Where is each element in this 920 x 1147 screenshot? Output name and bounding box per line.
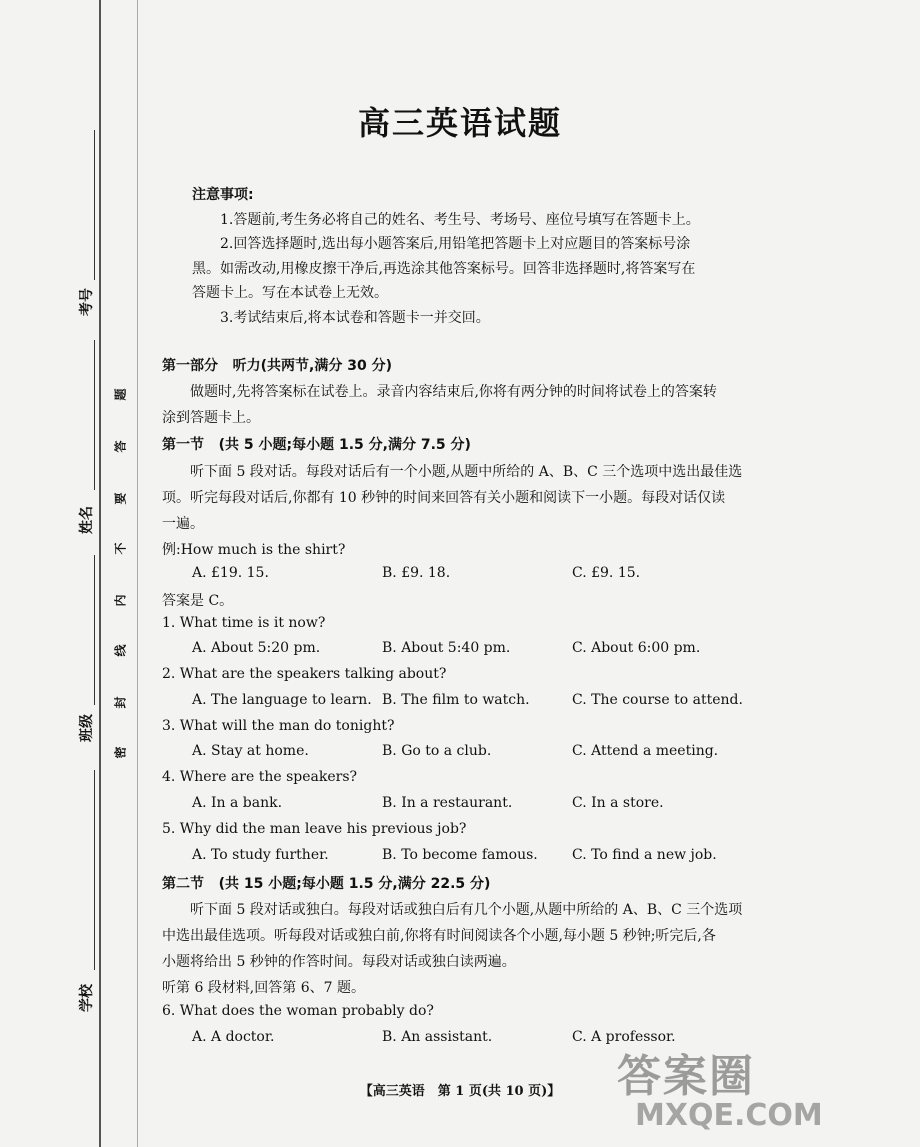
q5-option-b: B. To become famous. — [382, 847, 538, 863]
notice-item-2-cont: 黑。如需改动,用橡皮擦干净后,再选涂其他答案标号。回答非选择题时,将答案写在 — [192, 261, 696, 277]
seal-char: 密 — [113, 746, 128, 759]
section2-intro: 听下面 5 段对话或独白。每段对话或独白后有几个小题,从题中所给的 A、B、C 三个选项 — [190, 902, 743, 918]
seal-char: 线 — [113, 644, 128, 657]
exam-no-rule — [94, 130, 95, 280]
seal-char: 不 — [113, 542, 128, 555]
part1-label: 第一部分 — [162, 358, 218, 374]
q4-option-a: A. In a bank. — [192, 795, 283, 811]
q3-option-c: C. Attend a meeting. — [572, 743, 719, 759]
question-2: 2. What are the speakers talking about? — [162, 666, 447, 682]
q3-option-a: A. Stay at home. — [192, 743, 309, 759]
section1-label: 第一节 — [162, 437, 204, 453]
q6-option-a: A. A doctor. — [192, 1029, 275, 1045]
section1-title: (共 5 小题;每小题 1.5 分,满分 7.5 分) — [218, 437, 471, 453]
example-question: 例:How much is the shirt? — [162, 542, 346, 558]
exam-no-label: 考号 — [79, 288, 95, 316]
name-label: 姓名 — [79, 506, 95, 534]
section1-intro-cont: 一遍。 — [162, 516, 204, 532]
notice-item-2: 2.回答选择题时,选出每小题答案后,用铅笔把答题卡上对应题目的答案标号涂 — [220, 236, 691, 252]
section2-heading — [162, 873, 490, 893]
section2-label: 第二节 — [162, 876, 204, 892]
part1-title: 听力(共两节,满分 30 分) — [232, 358, 392, 374]
section1-heading — [162, 434, 471, 454]
q5-option-c: C. To find a new job. — [572, 847, 717, 863]
section1-intro: 听下面 5 段对话。每段对话后有一个小题,从题中所给的 A、B、C 三个选项中选出最佳选 — [190, 464, 743, 480]
q4-option-c: C. In a store. — [572, 795, 664, 811]
notice-item-1: 1.答题前,考生务必将自己的姓名、考生号、考场号、座位号填写在答题卡上。 — [220, 212, 700, 228]
part1-heading — [162, 355, 392, 375]
class-rule — [94, 555, 95, 705]
q2-option-b: B. The film to watch. — [382, 692, 530, 708]
notice-heading: 注意事项: — [192, 187, 254, 203]
notice-item-2-cont: 答题卡上。写在本试卷上无效。 — [192, 285, 388, 301]
question-6: 6. What does the woman probably do? — [162, 1003, 434, 1019]
q1-option-b: B. About 5:40 pm. — [382, 640, 511, 656]
school-rule — [94, 770, 95, 970]
watermark-logo — [605, 1040, 823, 1140]
watermark-cn: 答案圈 — [617, 1051, 755, 1102]
example-answer: 答案是 C。 — [162, 593, 234, 609]
seal-line — [137, 0, 138, 1147]
question-5: 5. Why did the man leave his previous job? — [162, 821, 467, 837]
example-option-b: B. £9. 18. — [382, 565, 451, 581]
question-1: 1. What time is it now? — [162, 615, 326, 631]
material-note: 听第 6 段材料,回答第 6、7 题。 — [162, 980, 365, 996]
q2-option-a: A. The language to learn. — [192, 692, 372, 708]
example-option-c: C. £9. 15. — [572, 565, 641, 581]
part1-intro: 做题时,先将答案标在试卷上。录音内容结束后,你将有两分钟的时间将试卷上的答案转 — [190, 384, 717, 400]
q6-option-c: C. A professor. — [572, 1029, 676, 1045]
seal-char: 内 — [113, 594, 128, 607]
binding-line — [99, 0, 101, 1147]
question-3: 3. What will the man do tonight? — [162, 718, 395, 734]
watermark-en: MXQE.COM — [635, 1098, 823, 1133]
q5-option-a: A. To study further. — [192, 847, 329, 863]
section2-intro-cont: 小题将给出 5 秒钟的作答时间。每段对话或独白读两遍。 — [162, 954, 516, 970]
q1-option-c: C. About 6:00 pm. — [572, 640, 701, 656]
q4-option-b: B. In a restaurant. — [382, 795, 513, 811]
page-footer: 【高三英语 第 1 页(共 10 页)】 — [359, 1084, 561, 1099]
section2-title: (共 15 小题;每小题 1.5 分,满分 22.5 分) — [218, 876, 491, 892]
seal-char: 封 — [113, 696, 128, 709]
seal-char: 要 — [113, 492, 128, 505]
example-option-a: A. £19. 15. — [192, 565, 269, 581]
school-label: 学校 — [79, 984, 95, 1012]
q6-option-b: B. An assistant. — [382, 1029, 493, 1045]
seal-char: 答 — [113, 440, 128, 453]
class-label: 班级 — [79, 714, 95, 742]
notice-item-3: 3.考试结束后,将本试卷和答题卡一并交回。 — [220, 310, 490, 326]
question-4: 4. Where are the speakers? — [162, 769, 358, 785]
part1-intro-cont: 涂到答题卡上。 — [162, 410, 260, 426]
page-title: 高三英语试题 — [357, 104, 562, 142]
name-rule — [94, 340, 95, 490]
seal-char: 题 — [113, 388, 128, 401]
q1-option-a: A. About 5:20 pm. — [192, 640, 321, 656]
q2-option-c: C. The course to attend. — [572, 692, 743, 708]
q3-option-b: B. Go to a club. — [382, 743, 492, 759]
section1-intro-cont: 项。听完每段对话后,你都有 10 秒钟的时间来回答有关小题和阅读下一小题。每段对话仅读 — [162, 490, 726, 506]
section2-intro-cont: 中选出最佳选项。听每段对话或独白前,你将有时间阅读各个小题,每小题 5 秒钟;听完后,各 — [162, 928, 716, 944]
